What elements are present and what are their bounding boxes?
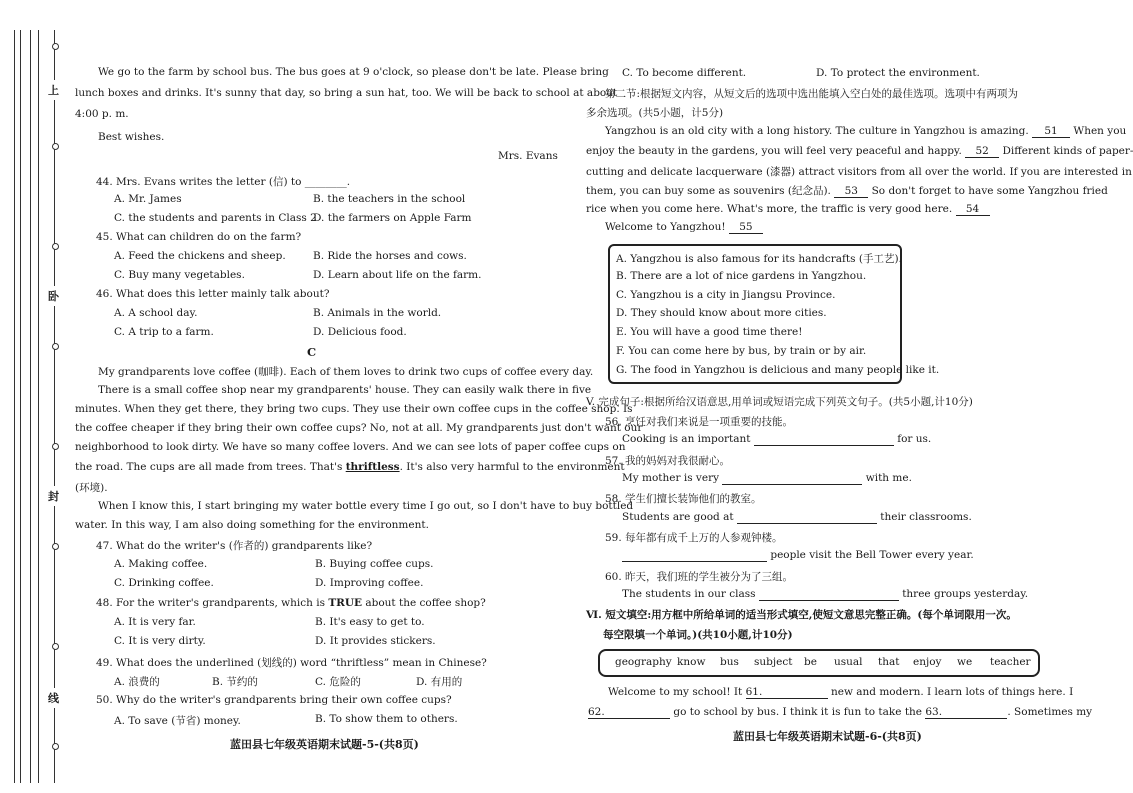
- word-bank-item: that: [878, 656, 900, 668]
- passage-line: [588, 706, 1092, 719]
- blank-number: 55: [739, 221, 753, 233]
- passage-text: Different kinds of paper-: [1002, 145, 1133, 157]
- binding-hole: [52, 243, 59, 250]
- blank-63[interactable]: [925, 706, 1007, 719]
- passage-line: the coffee cheaper if they bring their own coffee cups? No, not at all. My grandparents just don't want our: [75, 422, 643, 434]
- blank-54[interactable]: [956, 203, 990, 216]
- option: D. Improving coffee.: [315, 577, 424, 589]
- option: D. 有用的: [416, 676, 463, 688]
- blank-number: 53: [844, 185, 858, 197]
- binding-hole: [52, 343, 59, 350]
- sentence-text: their classrooms.: [880, 511, 972, 523]
- word-bank-item: enjoy: [913, 656, 942, 668]
- sentence-text: with me.: [865, 472, 912, 484]
- option: B. Buying coffee cups.: [315, 558, 434, 570]
- question-47: 47. What do the writer's (作者的) grandparents like?: [96, 540, 373, 552]
- section-title: 多余选项。(共5小题，计5分): [586, 107, 724, 119]
- page-footer: 蓝田县七年级英语期末试题-5-(共8页): [230, 738, 419, 751]
- page-footer: 蓝田县七年级英语期末试题-6-(共8页): [733, 730, 922, 743]
- option: A. Yangzhou is also famous for its handcrafts (手工艺).: [616, 253, 902, 265]
- word-bank-item: usual: [834, 656, 863, 668]
- option: D. They should know about more cities.: [616, 307, 827, 319]
- question-60-en: [622, 588, 1028, 601]
- option: C. To become different.: [622, 67, 747, 79]
- passage-line: [605, 125, 1126, 138]
- option: D. the farmers on Apple Farm: [313, 212, 472, 224]
- underlined-word: thriftless: [345, 461, 400, 473]
- option: A. 浪费的: [114, 676, 160, 688]
- section-title: 每空限填一个单词。)(共10小题,计10分): [603, 629, 793, 641]
- blank-number: 63.: [925, 706, 943, 718]
- option: A. To save (节省) money.: [114, 715, 241, 727]
- binding-hole: [52, 643, 59, 650]
- letter-line: We go to the farm by school bus. The bus goes at 9 o'clock, so please don't be late. Please bring: [98, 66, 609, 78]
- blank-number: 62.: [588, 706, 605, 718]
- blank-53[interactable]: [834, 185, 868, 198]
- sentence-text: Cooking is an important: [622, 433, 751, 445]
- binding-margin: [0, 0, 70, 793]
- option: D. Learn about life on the farm.: [313, 269, 482, 281]
- word-bank-item: bus: [720, 656, 739, 668]
- passage-text: So don't forget to have some Yangzhou fried: [871, 185, 1108, 197]
- passage-text: enjoy the beauty in the gardens, you will feel very peaceful and happy.: [586, 145, 962, 157]
- passage-line: [75, 461, 625, 473]
- word-bank-item: we: [957, 656, 973, 668]
- answer-blank[interactable]: [754, 433, 894, 446]
- blank-61[interactable]: [746, 686, 828, 699]
- question-text: about the coffee shop?: [362, 597, 486, 609]
- blank-51[interactable]: [1032, 125, 1070, 138]
- question-59-en: [622, 549, 974, 562]
- question-58-en: [622, 511, 972, 524]
- passage-line: [586, 183, 1108, 198]
- passage-text: new and modern. I learn lots of things here. I: [830, 686, 1074, 698]
- letter-closing: Best wishes.: [98, 131, 165, 143]
- option: F. You can come here by bus, by train or by air.: [616, 345, 867, 357]
- section-title: Ⅵ. 短文填空:用方框中所给单词的适当形式填空,使短文意思完整正确。(每个单词限用一次。: [586, 609, 1017, 621]
- question-57-cn: 57. 我的妈妈对我很耐心。: [605, 455, 731, 467]
- passage-text: the road. The cups are all made from trees. That's: [75, 461, 343, 473]
- passage-line: [605, 221, 763, 234]
- section-heading-c: C: [307, 345, 317, 359]
- sentence-text: Students are good at: [622, 511, 734, 523]
- option: C. Buy many vegetables.: [114, 269, 245, 281]
- section-title: V. 完成句子:根据所给汉语意思,用单词或短语完成下列英文句子。(共5小题,计10分): [586, 396, 973, 408]
- option: A. Mr. James: [114, 193, 182, 205]
- option: B. Ride the horses and cows.: [313, 250, 467, 262]
- passage-text: go to school by bus. I think it is fun to take the: [673, 706, 923, 718]
- option: D. To protect the environment.: [816, 67, 980, 79]
- answer-blank[interactable]: [737, 511, 877, 524]
- passage-line: water. In this way, I am also doing something for the environment.: [75, 519, 429, 531]
- sentence-text: My mother is very: [622, 472, 720, 484]
- word-bank-item: teacher: [990, 656, 1031, 668]
- passage-line: neighborhood to look dirty. We have so many coffee lovers. And we can see lots of paper coffee cups on: [75, 441, 626, 453]
- option: A. A school day.: [114, 307, 198, 319]
- passage-text: . Sometimes my: [1007, 706, 1093, 718]
- letter-line: 4:00 p. m.: [75, 108, 129, 120]
- word-bank-item: know: [677, 656, 706, 668]
- blank-number: 54: [965, 203, 980, 215]
- answer-blank[interactable]: [759, 588, 899, 601]
- question-48: [96, 597, 486, 609]
- option: E. You will have a good time there!: [616, 326, 803, 338]
- passage-line: My grandparents love coffee (咖啡). Each of them loves to drink two cups of coffee every day.: [98, 366, 594, 378]
- binding-hole: [52, 443, 59, 450]
- option: A. Making coffee.: [114, 558, 208, 570]
- answer-blank[interactable]: [622, 549, 767, 562]
- passage-text: them, you can buy some as souvenirs (纪念品).: [586, 185, 831, 197]
- option: C. 危险的: [315, 676, 361, 688]
- passage-line: There is a small coffee shop near my grandparents' house. They can easily walk there in five: [98, 384, 592, 396]
- sentence-text: three groups yesterday.: [902, 588, 1029, 600]
- passage-text: rice when you come here. What's more, the traffic is very good here.: [586, 203, 953, 215]
- binding-hole: [52, 43, 59, 50]
- question-49: 49. What does the underlined (划线的) word “thriftless” mean in Chinese?: [96, 657, 487, 669]
- passage-line: cutting and delicate lacquerware (漆器) attract visitors from all over the world. If you are interested in: [586, 166, 1132, 178]
- word-bank-item: geography: [615, 656, 672, 668]
- question-46: 46. What does this letter mainly talk about?: [96, 288, 330, 300]
- question-text: 48. For the writer's grandparents, which is: [96, 597, 329, 609]
- passage-text: Yangzhou is an old city with a long history. The culture in Yangzhou is amazing.: [605, 125, 1029, 137]
- sentence-text: The students in our class: [622, 588, 756, 600]
- question-57-en: [622, 472, 912, 485]
- passage-line: When I know this, I start bringing my water bottle every time I go out, so I don't have to buy bottled: [98, 500, 634, 512]
- option: C. A trip to a farm.: [114, 326, 214, 338]
- question-50: 50. Why do the writer's grandparents bring their own coffee cups?: [96, 694, 452, 706]
- question-60-cn: 60. 昨天，我们班的学生被分为了三组。: [605, 571, 794, 583]
- question-56-cn: 56. 烹饪对我们来说是一项重要的技能。: [605, 416, 794, 428]
- passage-line: minutes. When they get there, they bring two cups. They use their own coffee cups in the coffee shop. Is: [75, 403, 633, 415]
- binding-hole: [52, 543, 59, 550]
- blank-55[interactable]: [729, 221, 763, 234]
- passage-text: Welcome to my school! It: [608, 686, 743, 698]
- passage-line: (环境).: [75, 482, 108, 494]
- option: C. Drinking coffee.: [114, 577, 214, 589]
- section-title: 第二节:根据短文内容，从短文后的选项中选出能填入空白处的最佳选项。选项中有两项为: [605, 88, 1019, 100]
- option: B. the teachers in the school: [313, 193, 466, 205]
- option: B. It's easy to get to.: [315, 616, 425, 628]
- binding-label: 封: [48, 486, 59, 506]
- option: B. There are a lot of nice gardens in Yangzhou.: [616, 270, 867, 282]
- sentence-text: people visit the Bell Tower every year.: [770, 549, 974, 561]
- option: D. Delicious food.: [313, 326, 407, 338]
- option: G. The food in Yangzhou is delicious and many people like it.: [616, 364, 940, 376]
- passage-text: . It's also very harmful to the environment: [399, 461, 625, 473]
- blank-52[interactable]: [965, 145, 999, 158]
- passage-line: [586, 145, 1133, 158]
- binding-label: 上: [48, 80, 59, 100]
- passage-line: [586, 203, 990, 216]
- word-bank-item: subject: [754, 656, 793, 668]
- binding-hole: [52, 743, 59, 750]
- question-58-cn: 58. 学生们擅长装饰他们的教室。: [605, 493, 762, 505]
- question-59-cn: 59. 每年都有成千上万的人参观钟楼。: [605, 532, 783, 544]
- option: B. To show them to others.: [315, 713, 458, 725]
- blank-number: 61.: [745, 686, 763, 698]
- option: C. Yangzhou is a city in Jiangsu Province.: [616, 289, 836, 301]
- answer-blank[interactable]: [722, 472, 862, 485]
- blank-62[interactable]: [588, 706, 670, 719]
- binding-label: 卧: [48, 286, 59, 306]
- binding-label: 线: [48, 688, 59, 708]
- option: B. Animals in the world.: [313, 307, 442, 319]
- question-45: 45. What can children do on the farm?: [96, 231, 302, 243]
- passage-text: Welcome to Yangzhou!: [605, 221, 726, 233]
- option: C. It is very dirty.: [114, 635, 206, 647]
- passage-text: When you: [1073, 125, 1127, 137]
- option: D. It provides stickers.: [315, 635, 436, 647]
- passage-line: [608, 686, 1073, 699]
- sentence-text: for us.: [897, 433, 932, 445]
- word-bank-item: be: [804, 656, 817, 668]
- option: A. Feed the chickens and sheep.: [114, 250, 286, 262]
- option: B. 节约的: [212, 676, 258, 688]
- binding-hole: [52, 143, 59, 150]
- blank-number: 52: [975, 145, 989, 157]
- option: A. It is very far.: [114, 616, 196, 628]
- blank-number: 51: [1044, 125, 1058, 137]
- question-56-en: [622, 433, 931, 446]
- emphasis: TRUE: [328, 597, 363, 609]
- option: C. the students and parents in Class 2: [114, 212, 317, 224]
- question-44: 44. Mrs. Evans writes the letter (信) to ________.: [96, 176, 351, 188]
- letter-line: lunch boxes and drinks. It's sunny that day, so bring a sun hat, too. We will be back to school at about: [75, 87, 618, 99]
- letter-signature: Mrs. Evans: [498, 150, 558, 162]
